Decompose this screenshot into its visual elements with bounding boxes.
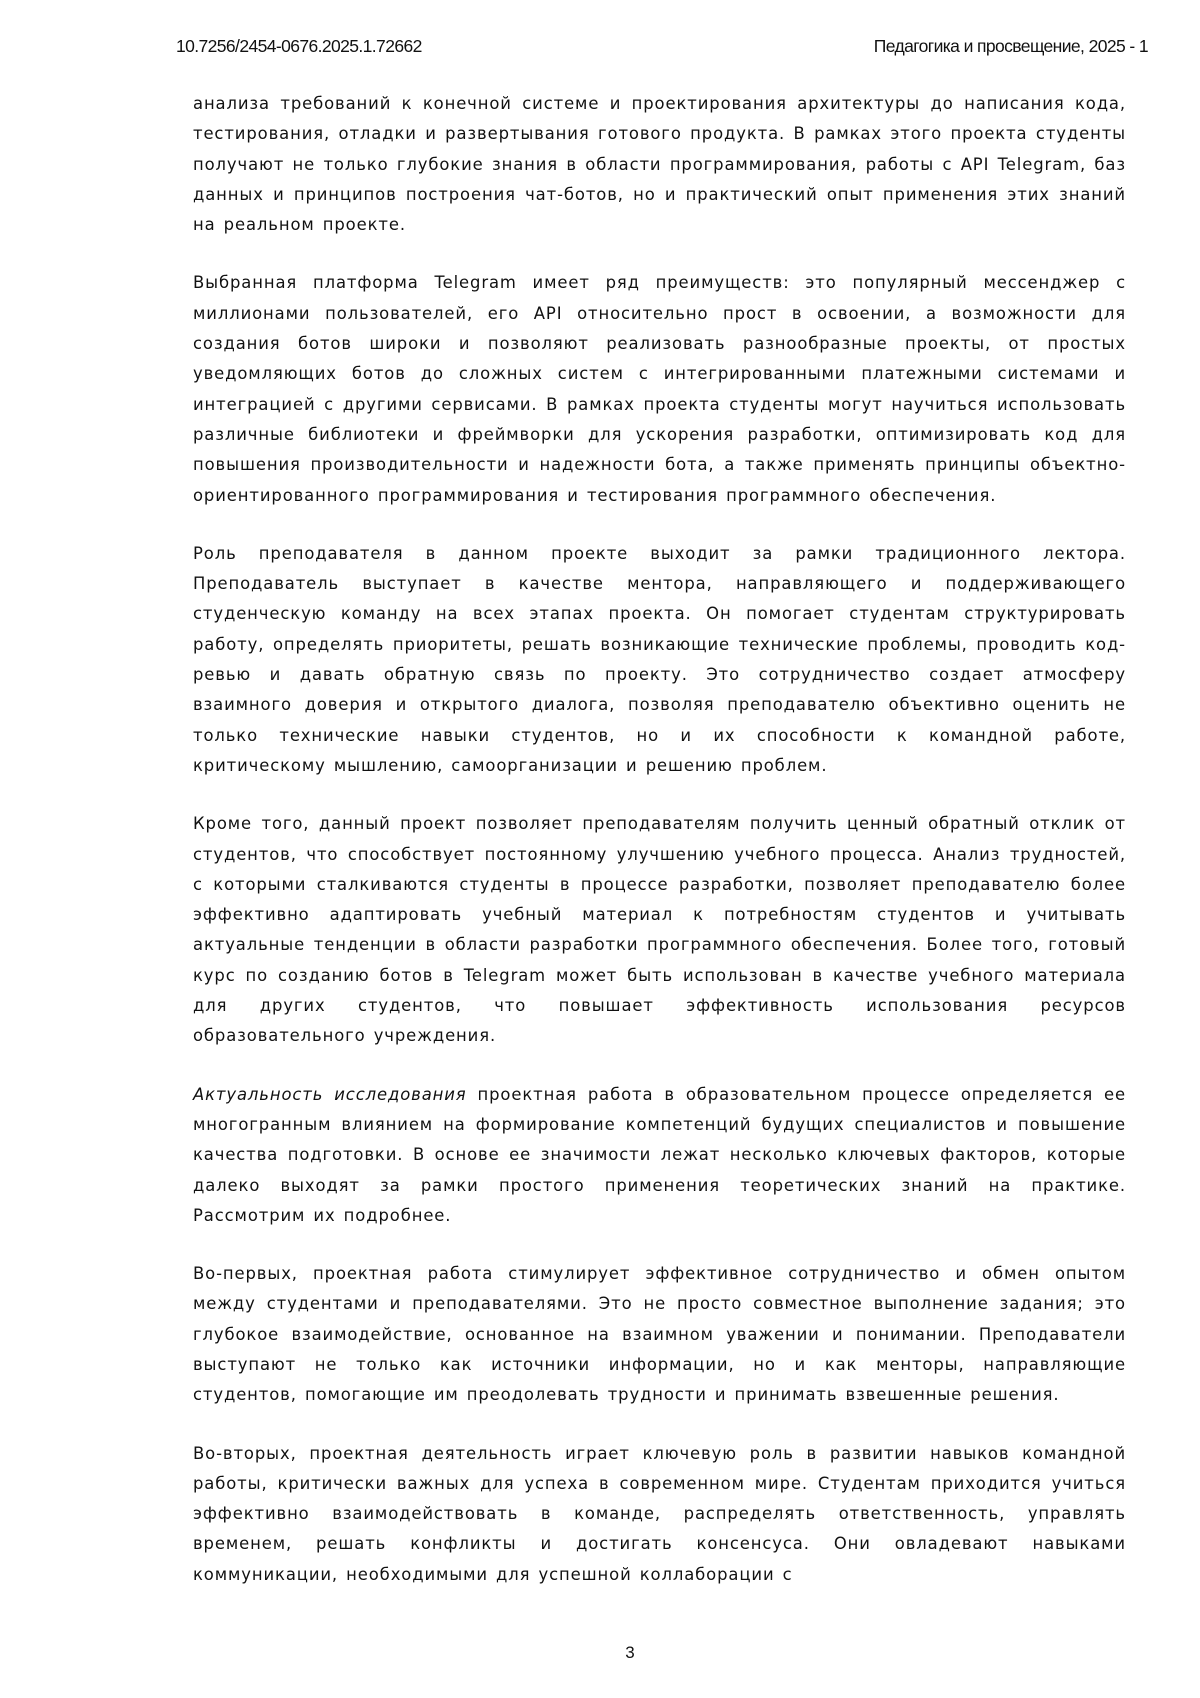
journal-title: Педагогика и просвещение, 2025 - 1	[874, 36, 1148, 57]
paragraph-2	[193, 268, 1126, 510]
paragraph-1-text: анализа требований к конечной системе и проектирования архитектуры до написания кода, тестирования, отладки и развертывания готового продукта. В рамках этого проекта студенты получают не только глубокие знания в области программирования, работы с API Telegram, баз данных и принципов построения чат-ботов, но и практический опыт применения этих знаний на реальном проекте.	[193, 94, 1126, 234]
page-number: 3	[0, 1643, 1200, 1663]
paragraph-2-text: Выбранная платформа Telegram имеет ряд преимуществ: это популярный мессенджер с миллионами пользователей, его API относительно прост в освоении, а возможности для создания ботов широки и позволяют реализовать разнообразные проекты, от простых уведомляющих ботов до сложных систем с интегрированными платежными системами и интеграцией с другими сервисами. В рамках проекта студенты могут научиться использовать различные библиотеки и фреймворки для ускорения разработки, оптимизировать код для повышения производительности и надежности бота, а также применять принципы объектно-ориентированного программирования и тестирования программного обеспечения.	[193, 273, 1126, 504]
paragraph-3	[193, 539, 1126, 781]
paragraph-4-text: Кроме того, данный проект позволяет преподавателям получить ценный обратный отклик от студентов, что способствует постоянному улучшению учебного процесса. Анализ трудностей, с которыми сталкиваются студенты в процессе разработки, позволяет преподавателю более эффективно адаптировать учебный материал к потребностям студентов и учитывать актуальные тенденции в области разработки программного обеспечения. Более того, готовый курс по созданию ботов в Telegram может быть использован в качестве учебного материала для других студентов, что повышает эффективность использования ресурсов образовательного учреждения.	[193, 814, 1126, 1045]
paragraph-5	[193, 1080, 1126, 1231]
paragraph-1	[193, 89, 1126, 240]
paragraph-7	[193, 1439, 1126, 1590]
running-header	[176, 36, 1148, 60]
paragraph-7-text: Во-вторых, проектная деятельность играет ключевую роль в развитии навыков командной работы, критически важных для успеха в современном мире. Студентам приходится учиться эффективно взаимодействовать в команде, распределять ответственность, управлять временем, решать конфликты и достигать консенсуса. Они овладевают навыками коммуникации, необходимыми для успешной коллаборации с	[193, 1444, 1126, 1584]
paragraph-4	[193, 809, 1126, 1051]
paragraph-3-text: Роль преподавателя в данном проекте выходит за рамки традиционного лектора. Преподаватель выступает в качестве ментора, направляющего и поддерживающего студенческую команду на всех этапах проекта. Он помогает студентам структурировать работу, определять приоритеты, решать возникающие технические проблемы, проводить код-ревью и давать обратную связь по проекту. Это сотрудничество создает атмосферу взаимного доверия и открытого диалога, позволяя преподавателю объективно оценить не только технические навыки студентов, но и их способности к командной работе, критическому мышлению, самоорганизации и решению проблем.	[193, 544, 1126, 775]
doi-label: 10.7256/2454-0676.2025.1.72662	[176, 36, 422, 57]
paragraph-6	[193, 1259, 1126, 1410]
article-body	[193, 89, 1126, 1590]
relevance-lead-term: Актуальность исследования	[193, 1085, 467, 1104]
paragraph-6-text: Во-первых, проектная работа стимулирует эффективное сотрудничество и обмен опытом между студентами и преподавателями. Это не просто совместное выполнение задания; это глубокое взаимодействие, основанное на взаимном уважении и понимании. Преподаватели выступают не только как источники информации, но и как менторы, направляющие студентов, помогающие им преодолевать трудности и принимать взвешенные решения.	[193, 1264, 1126, 1404]
paragraph-5-text: проектная работа в образовательном процессе определяется ее многогранным влиянием на формирование компетенций будущих специалистов и повышение качества подготовки. В основе ее значимости лежат несколько ключевых факторов, которые далеко выходят за рамки простого применения теоретических знаний на практике. Рассмотрим их подробнее.	[193, 1085, 1126, 1225]
